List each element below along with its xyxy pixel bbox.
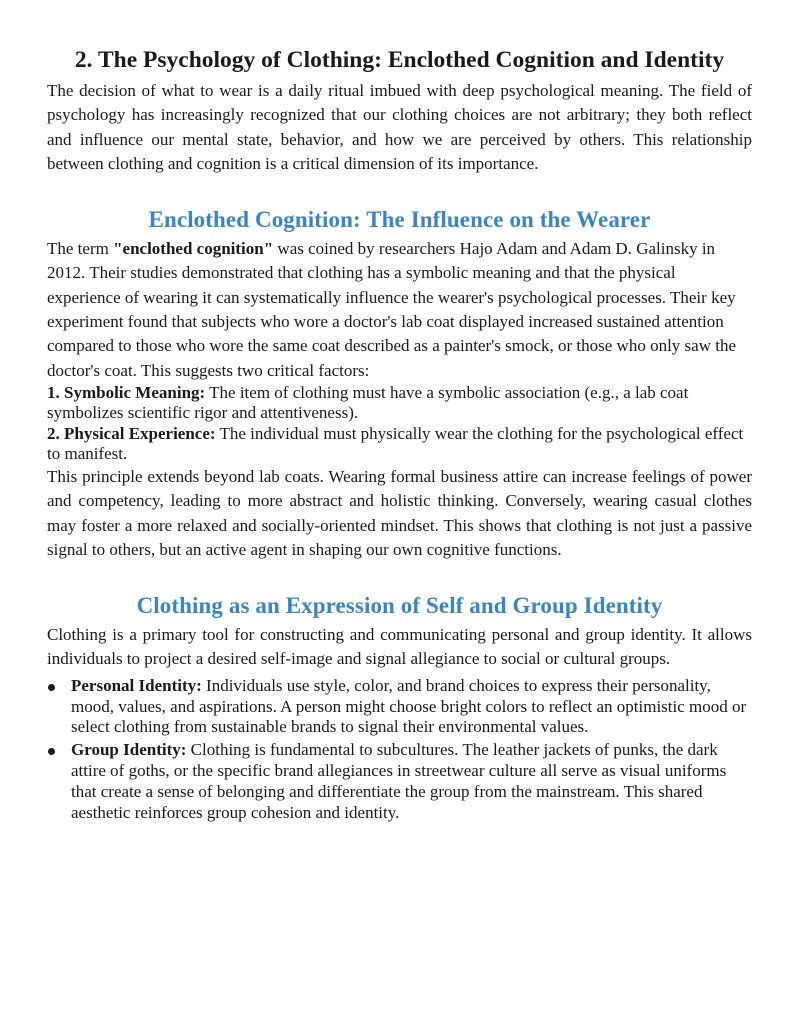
lab-coat-principle-paragraph: This principle extends beyond lab coats. Wearing formal business attire can increase feelings of power and competency, leading to more abstract and holistic thinking. Conversely, wearing casual clothes may foster a more relaxed and socially-oriented mindset. This shows that clothing is not just a passive signal to others, but an active agent in shaping our own cognitive functions. [47, 466, 752, 559]
factor-label: 1. Symbolic Meaning: [47, 382, 206, 402]
bullet-text: Clothing is fundamental to subcultures. The leather jackets of punks, the dark attire of goths, or the specific brand allegiances in streetwear culture all serve as visual uniforms that create a sense of belonging and differentiate the group from the mainstream. This shared aesthetic reinforces group cohesion and identity. [71, 740, 727, 822]
bullet-label: Group Identity: [71, 740, 187, 760]
identity-bullet-list [47, 676, 752, 824]
section-heading-identity: Clothing as an Expression of Self and Group Identity [136, 593, 663, 619]
document-page [47, 44, 752, 825]
page-title: 2. The Psychology of Clothing: Enclothed Cognition and Identity [74, 47, 725, 73]
factor-label: 2. Physical Experience: [47, 423, 216, 443]
bullet-label: Personal Identity: [71, 675, 202, 695]
paragraph-lead: The term [47, 239, 114, 259]
identity-paragraph: Clothing is a primary tool for constructing and communicating personal and group identity. It allows individuals to project a desired self-image and signal allegiance to social or cultural groups. [47, 625, 752, 669]
enclothed-cognition-paragraph [47, 237, 752, 383]
list-item [47, 676, 752, 738]
factor-text: The individual must physically wear the clothing for the psychological effect to manifest. [47, 423, 744, 464]
factor-text: The item of clothing must have a symbolic association (e.g., a lab coat symbolizes scientific rigor and attentiveness). [47, 382, 689, 423]
section-heading-enclothed-cognition: Enclothed Cognition: The Influence on the Wearer [148, 207, 651, 233]
term-enclothed-cognition: "enclothed cognition" [113, 239, 274, 259]
factor-symbolic-meaning [47, 383, 752, 424]
bullet-icon [48, 684, 55, 691]
bullet-text: Individuals use style, color, and brand choices to express their personality, mood, values, and aspirations. A person might choose bright colors to reflect an optimistic mood or select clothing from sustainable brands to signal their environmental values. [71, 675, 747, 737]
list-item [47, 740, 752, 823]
bullet-icon [48, 748, 55, 755]
factor-physical-experience [47, 424, 752, 465]
paragraph-rest: was coined by researchers Hajo Adam and Adam D. Galinsky in 2012. Their studies demonstrated that clothing has a symbolic meaning and that the physical experience of wearing it can systematically influence the wearer's psychological processes. Their key experiment found that subjects who wore a doctor's lab coat displayed increased sustained attention compared to those who wore the same coat described as a painter's smock, or those who only saw the doctor's coat. This suggests two critical factors: [47, 239, 737, 380]
intro-paragraph: The decision of what to wear is a daily ritual imbued with deep psychological meaning. The field of psychology has increasingly recognized that our clothing choices are not arbitrary; they both reflect and influence our mental state, behavior, and how we are perceived by others. This relationship between clothing and cognition is a critical dimension of its importance. [47, 81, 752, 173]
